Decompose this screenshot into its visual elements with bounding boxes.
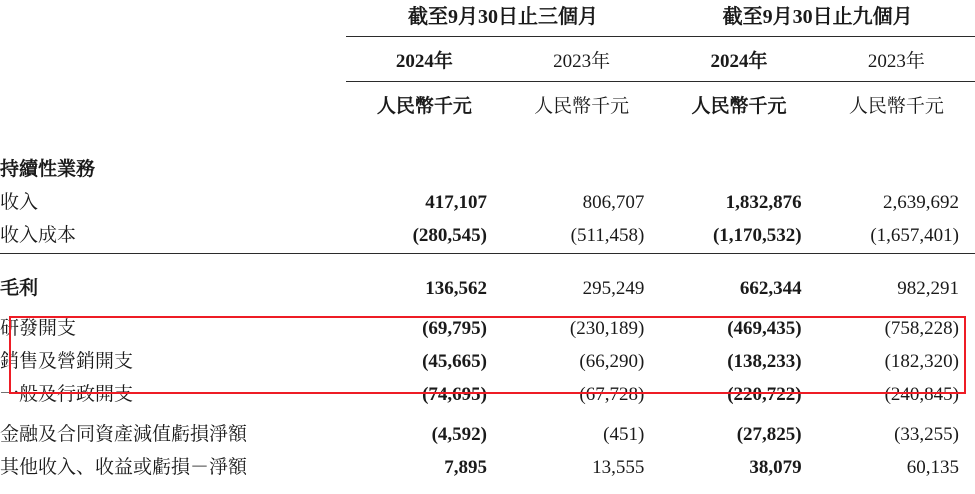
row-impairment-q-2024: (4,592) xyxy=(431,424,488,445)
row-cost-ytd-2024: (1,170,532) xyxy=(712,225,802,246)
row-selling-ytd-2023: (182,320) xyxy=(884,351,959,372)
header-group-row xyxy=(0,0,975,37)
row-selling-ytd-2024: (138,233) xyxy=(727,351,802,372)
row-admin-ytd-2023: (240,845) xyxy=(884,384,959,405)
row-other-ytd-2024: 38,079 xyxy=(749,457,802,478)
row-gross-ytd-2024: 662,344 xyxy=(739,278,802,299)
table-row xyxy=(0,376,975,412)
table-row xyxy=(0,412,975,449)
row-label-cost-of-revenue: 收入成本 xyxy=(0,225,77,246)
row-impairment-ytd-2024: (27,825) xyxy=(736,424,802,445)
row-cost-q-2024: (280,545) xyxy=(412,225,488,246)
table-row xyxy=(0,217,975,254)
table-row xyxy=(0,343,975,376)
table-row xyxy=(0,306,975,343)
table-row xyxy=(0,184,975,217)
row-label-gross-profit: 毛利 xyxy=(0,278,39,299)
row-revenue-ytd-2023: 2,639,692 xyxy=(883,192,959,213)
table-row xyxy=(0,449,975,482)
subtotal-rule xyxy=(0,254,975,271)
row-selling-q-2024: (45,665) xyxy=(422,351,488,372)
row-rnd-q-2024: (69,795) xyxy=(422,318,488,339)
header-group-nine-months: 截至9月30日止九個月 xyxy=(660,0,975,37)
row-revenue-q-2023: 806,707 xyxy=(582,192,645,213)
row-label-general-admin: 一般及行政開支 xyxy=(0,384,134,405)
table-row xyxy=(0,270,975,306)
row-cost-q-2023: (511,458) xyxy=(570,225,645,246)
header-unit-blank xyxy=(0,82,346,124)
row-impairment-q-2023: (451) xyxy=(603,424,645,445)
row-label-selling-marketing: 銷售及營銷開支 xyxy=(0,351,134,372)
header-year-2024-ytd: 2024年 xyxy=(660,37,817,82)
row-impairment-ytd-2023: (33,255) xyxy=(894,424,959,445)
row-rnd-ytd-2024: (469,435) xyxy=(727,318,802,339)
row-other-q-2023: 13,555 xyxy=(592,457,645,478)
row-cost-ytd-2023: (1,657,401) xyxy=(870,225,959,246)
row-gross-q-2023: 295,249 xyxy=(582,278,645,299)
header-year-2023-q: 2023年 xyxy=(503,37,660,82)
row-revenue-q-2024: 417,107 xyxy=(425,192,488,213)
row-gross-ytd-2023: 982,291 xyxy=(897,278,959,299)
header-unit-row xyxy=(0,82,975,124)
row-rnd-q-2023: (230,189) xyxy=(569,318,645,339)
section-title: 持續性業務 xyxy=(0,159,96,180)
row-other-ytd-2023: 60,135 xyxy=(906,457,959,478)
header-year-2023-ytd: 2023年 xyxy=(818,37,975,82)
row-admin-q-2024: (74,695) xyxy=(422,384,488,405)
row-gross-q-2024: 136,562 xyxy=(425,278,488,299)
header-group-three-months: 截至9月30日止三個月 xyxy=(346,0,661,37)
header-corner-cell xyxy=(0,0,346,37)
header-year-2024-q: 2024年 xyxy=(346,37,503,82)
header-year-row xyxy=(0,37,975,82)
section-title-row xyxy=(0,151,975,184)
header-unit-2: 人民幣千元 xyxy=(534,96,630,117)
row-admin-ytd-2024: (220,722) xyxy=(727,384,802,405)
row-selling-q-2023: (66,290) xyxy=(579,351,645,372)
header-unit-1: 人民幣千元 xyxy=(376,96,472,117)
row-rnd-ytd-2023: (758,228) xyxy=(884,318,959,339)
row-label-impairment: 金融及合同資產減值虧損淨額 xyxy=(0,424,248,445)
row-revenue-ytd-2024: 1,832,876 xyxy=(725,192,802,213)
header-unit-4: 人民幣千元 xyxy=(848,96,944,117)
row-label-revenue: 收入 xyxy=(0,192,39,213)
header-year-blank xyxy=(0,37,346,82)
row-admin-q-2023: (67,728) xyxy=(579,384,645,405)
row-label-rnd-expenses: 研發開支 xyxy=(0,318,77,339)
row-label-other-income: 其他收入、收益或虧損－淨額 xyxy=(0,457,248,478)
header-unit-3: 人民幣千元 xyxy=(691,96,787,117)
row-other-q-2024: 7,895 xyxy=(444,457,488,478)
spacer-after-header xyxy=(0,123,975,151)
